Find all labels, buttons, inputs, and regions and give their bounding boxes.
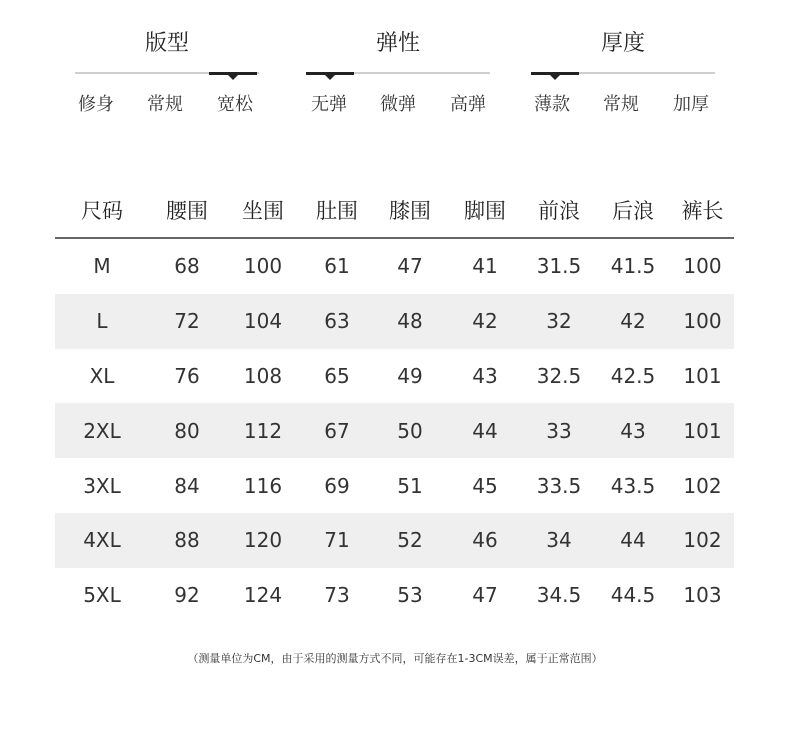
header-knee: 膝围 — [373, 182, 447, 238]
table-cell: 76 — [174, 363, 200, 388]
table-cell: 100 — [243, 254, 283, 279]
fit-title: 版型 — [144, 31, 189, 56]
elasticity-title: 弹性 — [375, 31, 420, 56]
table-cell: 34.5 — [536, 583, 582, 608]
table-cell: 47 — [397, 254, 423, 279]
thickness-option-thin: 薄款 — [534, 94, 570, 115]
size-table — [55, 182, 734, 623]
table-cell: 42.5 — [610, 363, 656, 388]
fit-option-slim: 修身 — [78, 94, 114, 115]
table-cell: 108 — [243, 363, 283, 388]
table-cell: 44 — [595, 513, 671, 568]
header-size: 尺码 — [55, 182, 149, 238]
table-cell: 69 — [324, 473, 350, 498]
header-length: 裤长 — [671, 182, 734, 238]
table-cell: 49 — [397, 363, 423, 388]
header-belly: 肚围 — [301, 182, 373, 238]
table-cell: 71 — [301, 513, 373, 568]
table-cell: 88 — [149, 513, 225, 568]
table-cell: 120 — [225, 513, 301, 568]
table-cell: 44 — [447, 403, 523, 458]
table-cell: XL — [89, 363, 115, 388]
fit-option-loose: 宽松 — [217, 94, 253, 115]
table-cell: 32 — [523, 294, 595, 349]
thickness-title: 厚度 — [600, 31, 645, 56]
table-cell: 46 — [447, 513, 523, 568]
table-cell: 45 — [472, 473, 498, 498]
table-cell: 3XL — [83, 473, 121, 498]
table-cell: 43 — [595, 403, 671, 458]
fit-selected-marker — [209, 72, 257, 75]
table-cell: 100 — [671, 294, 734, 349]
table-row — [55, 458, 734, 513]
table-row — [55, 238, 734, 294]
table-header-row — [55, 182, 734, 238]
table-cell: 80 — [149, 403, 225, 458]
table-cell: 53 — [397, 583, 423, 608]
table-cell: 67 — [301, 403, 373, 458]
header-hem: 脚围 — [447, 182, 523, 238]
fit-option-regular: 常规 — [147, 94, 183, 115]
table-cell: 42 — [447, 294, 523, 349]
header-waist: 腰围 — [149, 182, 225, 238]
table-row — [55, 403, 734, 458]
table-cell: 41 — [472, 254, 498, 279]
table-cell: 102 — [683, 473, 722, 498]
table-cell: 68 — [174, 254, 200, 279]
table-cell: 65 — [324, 363, 350, 388]
table-cell: 100 — [683, 254, 722, 279]
table-row — [55, 568, 734, 623]
table-cell: 33.5 — [536, 473, 582, 498]
thickness-option-thick: 加厚 — [673, 94, 709, 115]
table-cell: 47 — [472, 583, 498, 608]
table-cell: M — [93, 254, 111, 279]
table-cell: 116 — [243, 473, 283, 498]
table-cell: 4XL — [55, 513, 149, 568]
table-cell: 33 — [523, 403, 595, 458]
table-row — [55, 513, 734, 568]
table-cell: L — [55, 294, 149, 349]
thickness-option-regular: 常规 — [603, 94, 639, 115]
table-cell: 41.5 — [610, 254, 656, 279]
table-cell: 73 — [324, 583, 350, 608]
measurement-footnote: （测量单位为CM，由于采用的测量方式不同，可能存在1-3CM误差，属于正常范围） — [187, 652, 603, 665]
elasticity-option-slight: 微弹 — [380, 94, 416, 115]
thickness-selected-marker — [531, 72, 579, 75]
table-cell: 61 — [324, 254, 350, 279]
table-cell: 2XL — [55, 403, 149, 458]
elasticity-option-none: 无弹 — [311, 94, 347, 115]
table-cell: 31.5 — [536, 254, 582, 279]
table-cell: 44.5 — [610, 583, 656, 608]
table-cell: 43 — [472, 363, 498, 388]
table-cell: 34 — [523, 513, 595, 568]
table-cell: 103 — [683, 583, 722, 608]
table-cell: 50 — [373, 403, 447, 458]
table-cell: 51 — [397, 473, 423, 498]
header-hip: 坐围 — [225, 182, 301, 238]
table-cell: 102 — [671, 513, 734, 568]
table-row — [55, 349, 734, 404]
table-cell: 101 — [683, 363, 722, 388]
table-cell: 48 — [373, 294, 447, 349]
table-cell: 32.5 — [536, 363, 582, 388]
elasticity-selected-marker — [306, 72, 354, 75]
table-cell: 43.5 — [610, 473, 656, 498]
table-cell: 63 — [301, 294, 373, 349]
table-cell: 5XL — [83, 583, 121, 608]
header-front-rise: 前浪 — [523, 182, 595, 238]
table-cell: 124 — [243, 583, 283, 608]
elasticity-option-high: 高弹 — [450, 94, 486, 115]
table-cell: 92 — [174, 583, 200, 608]
header-back-rise: 后浪 — [595, 182, 671, 238]
table-cell: 52 — [373, 513, 447, 568]
table-row — [55, 294, 734, 349]
table-cell: 42 — [595, 294, 671, 349]
table-cell: 101 — [671, 403, 734, 458]
table-cell: 104 — [225, 294, 301, 349]
table-cell: 112 — [225, 403, 301, 458]
table-cell: 84 — [174, 473, 200, 498]
table-cell: 72 — [149, 294, 225, 349]
